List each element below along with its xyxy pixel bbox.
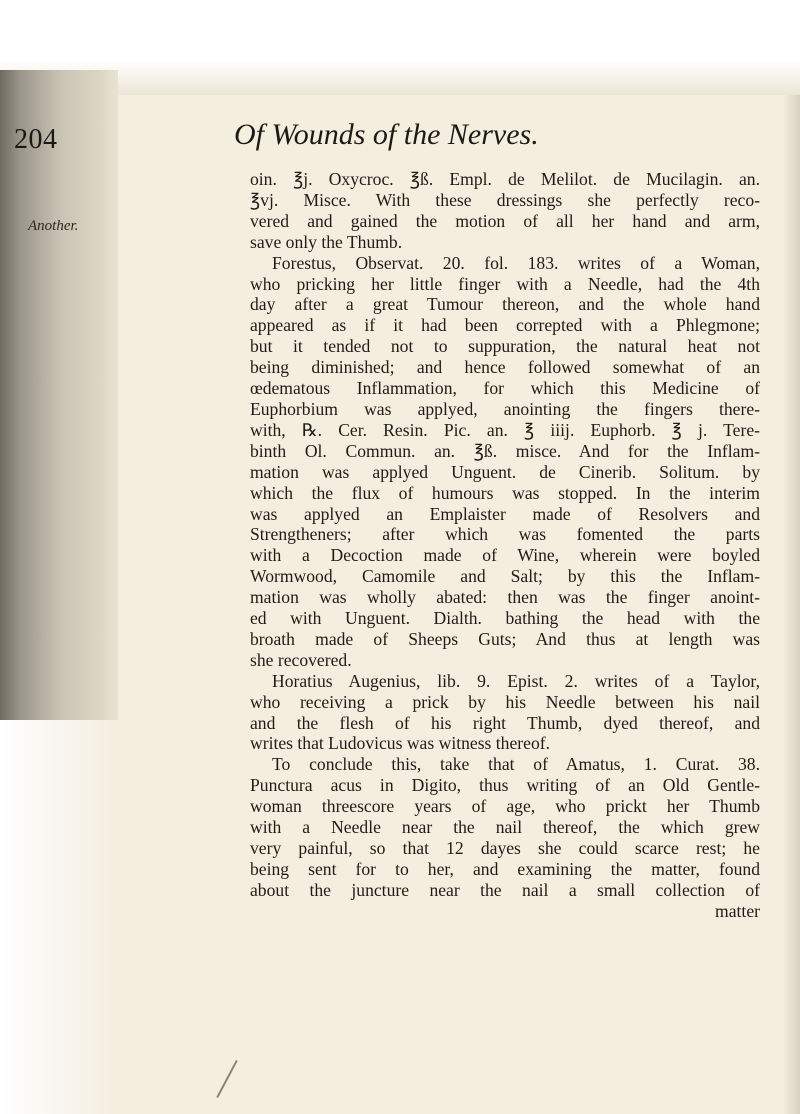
text-line: woman threescore years of age, who prickt her Thumb <box>250 796 760 817</box>
text-line: day after a great Tumour thereon, and the whole hand <box>250 294 760 315</box>
text-line: very painful, so that 12 dayes she could scarce rest; he <box>250 838 760 858</box>
text-line: she recovered. <box>250 649 352 670</box>
page-number: 204 <box>14 124 58 155</box>
running-title: Of Wounds of the Nerves. <box>234 118 539 151</box>
text-line: ed with Unguent. Dialth. bathing the head with the <box>250 608 760 629</box>
text-line: with a Needle near the nail thereof, the which grew <box>250 817 760 838</box>
ink-stroke-mark <box>216 1060 237 1098</box>
text-line: broath made of Sheeps Guts; And thus at length was <box>250 628 760 649</box>
text-line: To conclude this, take that of Amatus, 1. Curat. 38. <box>272 754 760 775</box>
text-line: œdematous Inflammation, for which this Medicine of <box>250 378 760 399</box>
book-binding-edge <box>0 70 118 720</box>
text-line: which the flux of humours was stopped. In the interim <box>250 482 760 503</box>
text-line: save only the Thumb. <box>250 231 403 252</box>
text-line: who receiving a prick by his Needle between his nail <box>250 691 760 712</box>
text-line: and the flesh of his right Thumb, dyed thereof, and <box>250 712 760 733</box>
text-line: ℥vj. Misce. With these dressings she perfectly reco- <box>250 189 760 210</box>
text-line: with a Decoction made of Wine, wherein were boyled <box>250 545 760 566</box>
text-line: but it tended not to suppuration, the natural heat not <box>250 336 760 357</box>
text-line: being diminished; and hence followed somewhat of an <box>250 357 760 378</box>
text-line: who pricking her little finger with a Needle, had the 4th <box>250 273 760 294</box>
text-line: with, ℞. Cer. Resin. Pic. an. ℥ iiij. Euphorb. ℥ j. Tere- <box>250 419 760 440</box>
text-line: mation was wholly abated: then was the finger anoint- <box>250 587 760 608</box>
text-line: was applyed an Emplaister made of Resolvers and <box>250 503 760 524</box>
text-line: Horatius Augenius, lib. 9. Epist. 2. writes of a Taylor, <box>272 670 760 691</box>
text-line: Punctura acus in Digito, thus writing of an Old Gentle- <box>250 775 760 796</box>
top-margin <box>0 0 800 95</box>
text-line: vered and gained the motion of all her hand and arm, <box>250 210 760 231</box>
body-text <box>250 169 760 922</box>
text-line: mation was applyed Unguent. de Cinerib. Solitum. by <box>250 461 760 482</box>
text-line: about the juncture near the nail a small collection of <box>250 879 760 900</box>
text-line: Euphorbium was applyed, anointing the fingers there- <box>250 398 760 419</box>
text-line: appeared as if it had been correpted with a Phlegmone; <box>250 315 760 336</box>
lower-margin <box>0 720 118 1114</box>
margin-note: Another. <box>28 218 79 234</box>
text-line: Forestus, Observat. 20. fol. 183. writes of a Woman, <box>272 252 760 273</box>
text-line: writes that Ludovicus was witness thereof. <box>250 733 551 754</box>
text-line: Wormwood, Camomile and Salt; by this the Inflam- <box>250 566 760 587</box>
text-line: Strengtheners; after which was fomented the parts <box>250 524 760 545</box>
text-line: being sent for to her, and examining the matter, found <box>250 858 760 879</box>
text-line: oin. ℥j. Oxycroc. ℥ß. Empl. de Melilot. de Mucilagin. an. <box>250 169 760 189</box>
catchword: matter <box>715 900 760 921</box>
text-line: binth Ol. Commun. an. ℥ß. misce. And for the Inflam- <box>250 440 760 461</box>
right-page-edge <box>784 95 800 1114</box>
